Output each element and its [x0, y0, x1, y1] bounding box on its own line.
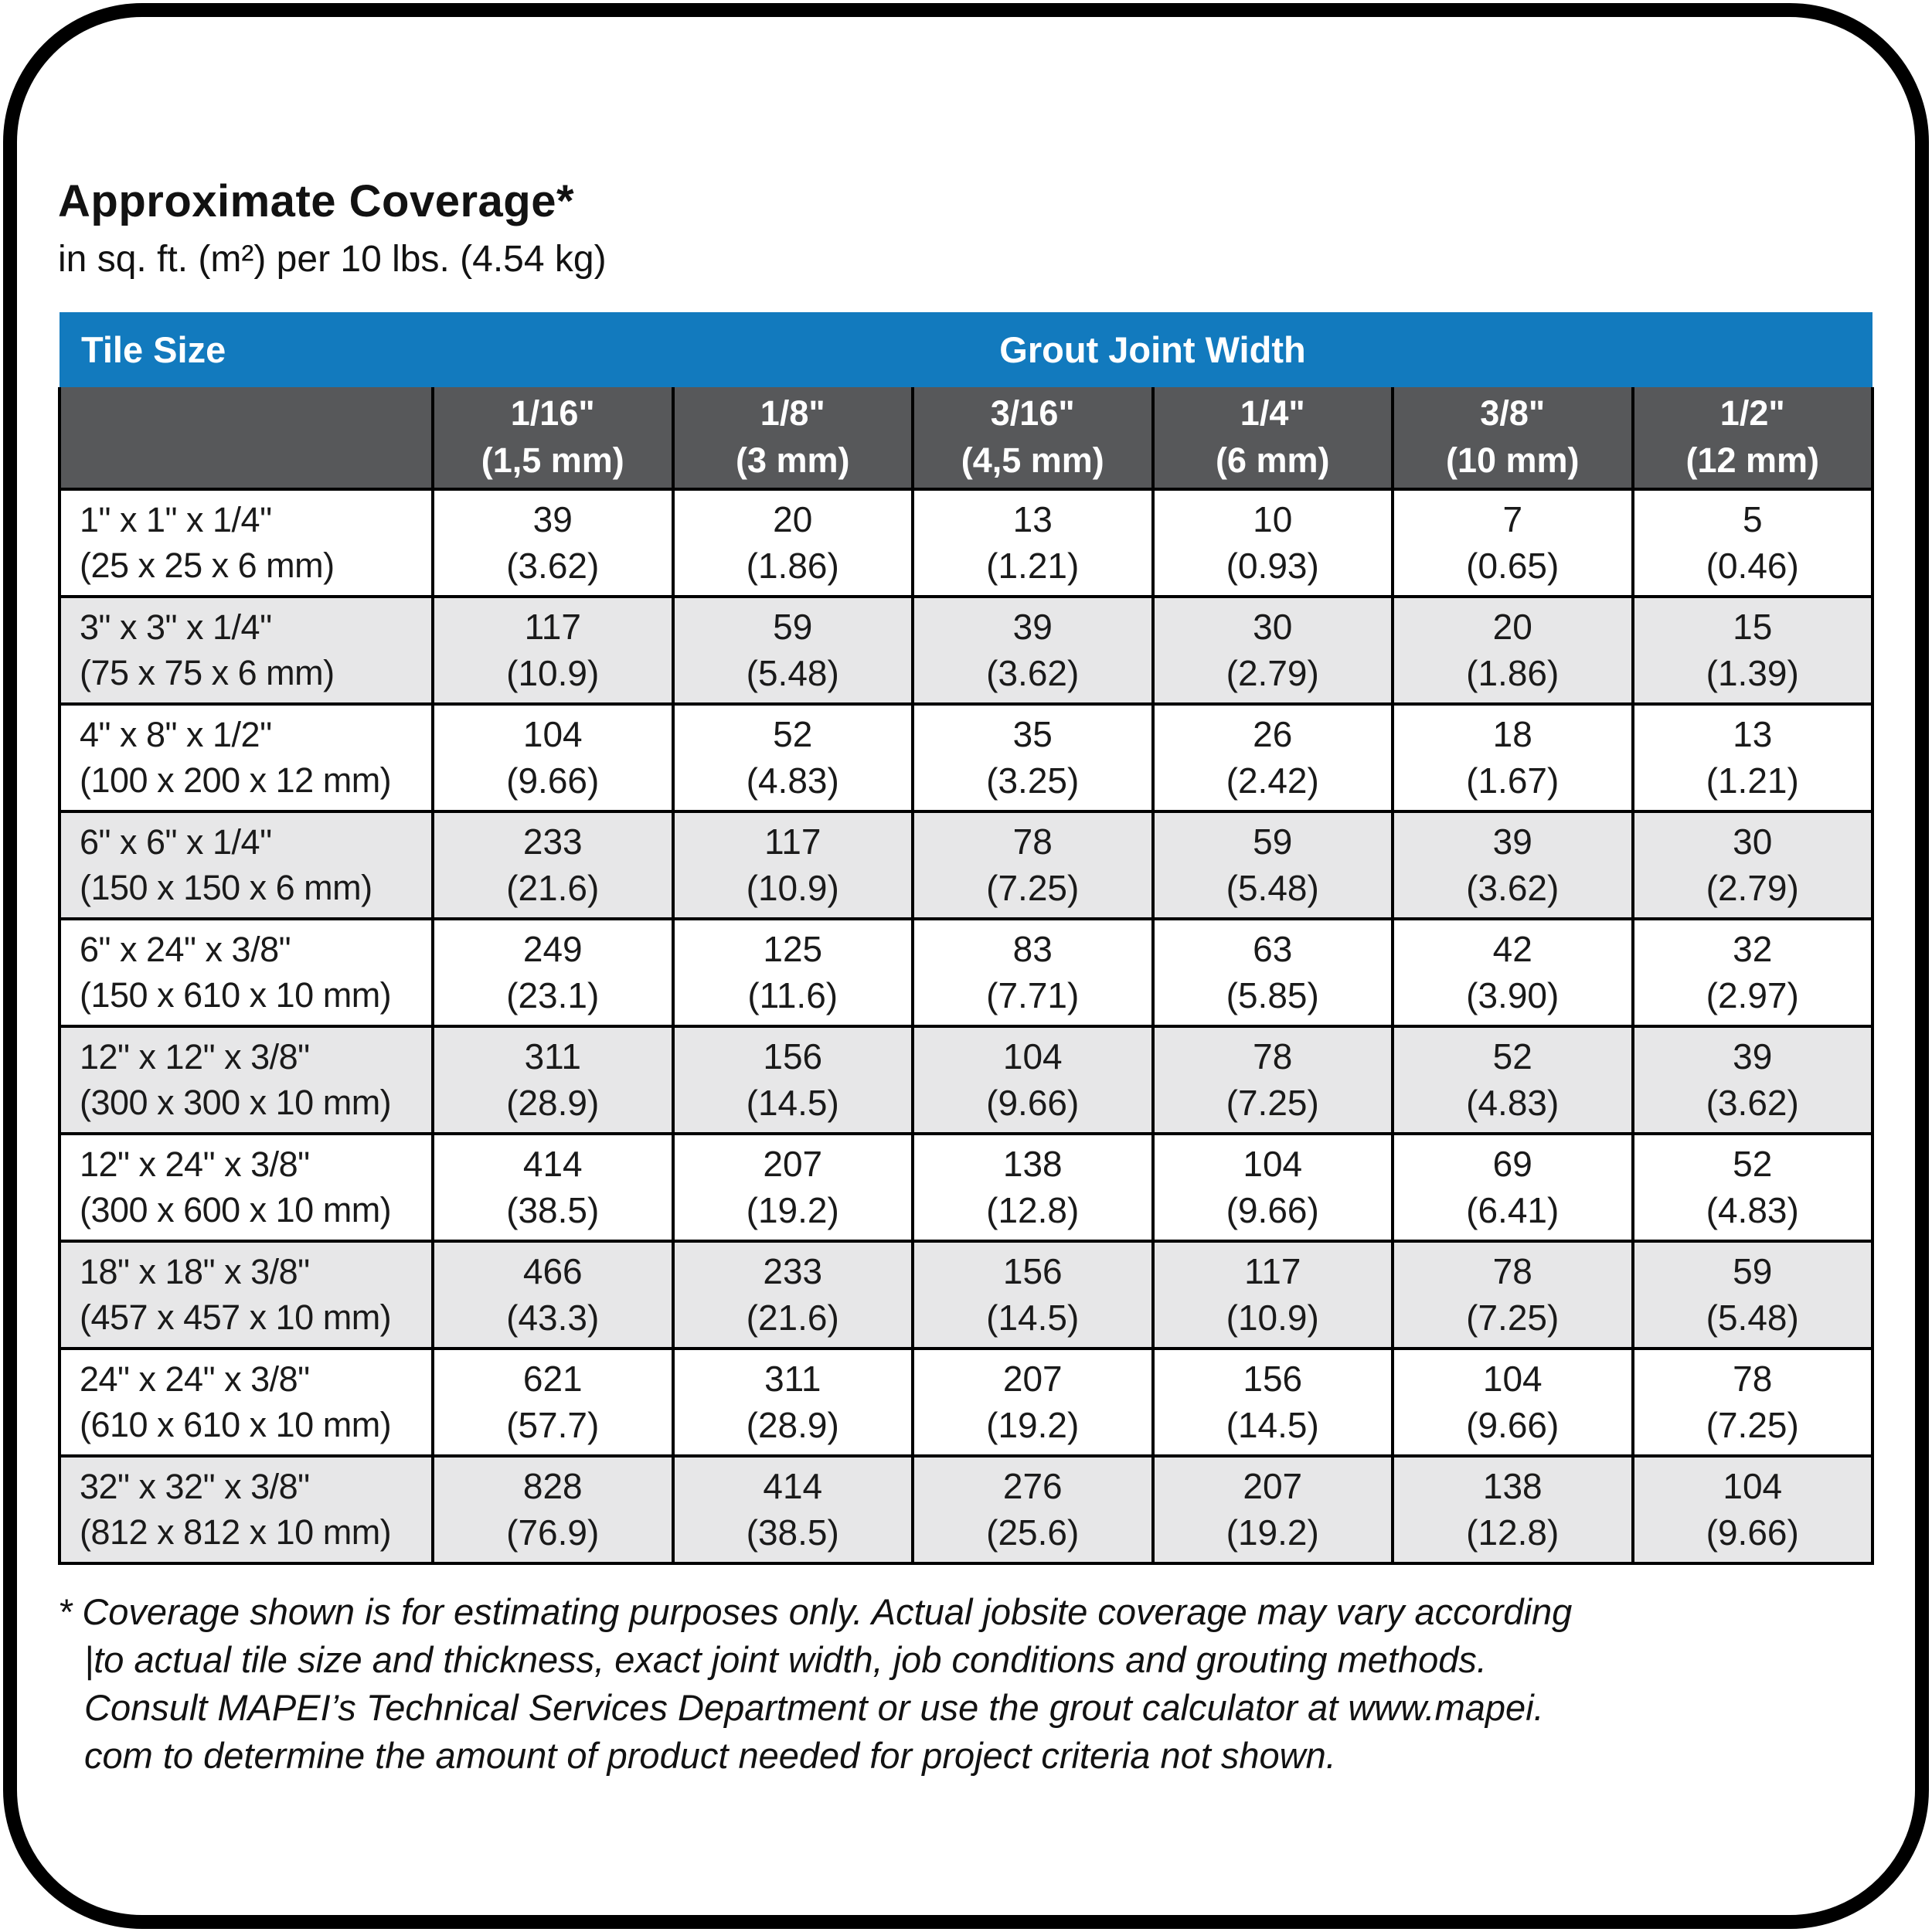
- coverage-value-cell: [1633, 1241, 1873, 1349]
- tile-size-inches: 32" x 32" x 3/8": [80, 1467, 310, 1506]
- coverage-value-cell: [433, 597, 673, 704]
- tile-size-inches: 1" x 1" x 1/4": [80, 500, 272, 539]
- coverage-m2: (12.8): [986, 1189, 1080, 1230]
- coverage-value-cell: [433, 1456, 673, 1563]
- coverage-sqft: 18: [1492, 713, 1532, 754]
- coverage-sqft: 207: [1002, 1358, 1063, 1399]
- coverage-m2: (7.25): [986, 867, 1080, 908]
- coverage-sqft: 5: [1742, 498, 1763, 539]
- coverage-m2: (28.9): [506, 1082, 600, 1123]
- coverage-value-cell: [1393, 597, 1633, 704]
- coverage-value-cell: [1633, 1349, 1873, 1456]
- tile-size-metric: (457 x 457 x 10 mm): [80, 1297, 392, 1337]
- coverage-m2: (1.67): [1466, 760, 1560, 801]
- coverage-m2: (3.62): [986, 652, 1080, 693]
- coverage-sqft: 156: [763, 1036, 823, 1077]
- coverage-value-cell: [1633, 1456, 1873, 1563]
- coverage-m2: (5.48): [1226, 867, 1319, 908]
- coverage-value-cell: [1633, 597, 1873, 704]
- table-row: [60, 489, 1872, 597]
- coverage-m2: (14.5): [1226, 1404, 1319, 1445]
- coverage-value-cell: [433, 919, 673, 1026]
- coverage-m2: (6.41): [1466, 1189, 1560, 1230]
- tile-size-metric: (300 x 600 x 10 mm): [80, 1189, 392, 1230]
- coverage-value-cell: [1153, 489, 1393, 597]
- coverage-m2: (28.9): [746, 1404, 839, 1445]
- coverage-m2: (5.85): [1226, 975, 1319, 1015]
- coverage-sqft: 828: [522, 1465, 583, 1506]
- tile-size-metric: (812 x 812 x 10 mm): [80, 1512, 392, 1552]
- tile-size-inches: 12" x 24" x 3/8": [80, 1145, 310, 1184]
- coverage-m2: (2.79): [1706, 867, 1799, 908]
- coverage-m2: (4.83): [1706, 1189, 1799, 1230]
- coverage-value-cell: [1393, 1349, 1633, 1456]
- coverage-sqft: 69: [1492, 1143, 1532, 1184]
- coverage-sqft: 59: [773, 606, 813, 647]
- coverage-value-cell: [913, 489, 1153, 597]
- table-row: [60, 1456, 1872, 1563]
- grout-width-column-header: [1633, 387, 1873, 489]
- tile-size-cell: [60, 919, 433, 1026]
- coverage-m2: (3.62): [1706, 1082, 1799, 1123]
- grout-width-metric: (3 mm): [735, 440, 850, 480]
- coverage-m2: (10.9): [1226, 1297, 1319, 1338]
- coverage-sqft: 125: [763, 928, 823, 969]
- tile-size-metric: (150 x 150 x 6 mm): [80, 867, 372, 907]
- coverage-m2: (19.2): [746, 1189, 839, 1230]
- tile-size-metric: (100 x 200 x 12 mm): [80, 760, 392, 800]
- coverage-m2: (3.62): [1466, 867, 1560, 908]
- coverage-m2: (2.42): [1226, 760, 1319, 801]
- coverage-value-cell: [433, 1134, 673, 1241]
- coverage-value-cell: [1393, 1241, 1633, 1349]
- coverage-sqft: 311: [764, 1358, 821, 1399]
- coverage-sqft: 276: [1002, 1465, 1063, 1506]
- tile-size-cell: [60, 1241, 433, 1349]
- coverage-m2: (3.90): [1466, 975, 1560, 1015]
- grout-width-column-header: [673, 387, 913, 489]
- coverage-sqft: 13: [1733, 713, 1773, 754]
- coverage-value-cell: [1393, 1456, 1633, 1563]
- coverage-m2: (38.5): [746, 1512, 839, 1553]
- coverage-value-cell: [913, 919, 1153, 1026]
- coverage-m2: (2.97): [1706, 975, 1799, 1015]
- tile-size-inches: 4" x 8" x 1/2": [80, 715, 272, 754]
- coverage-m2: (1.21): [1706, 760, 1799, 801]
- grout-width-metric: (4,5 mm): [961, 440, 1104, 480]
- coverage-m2: (9.66): [986, 1082, 1080, 1123]
- coverage-value-cell: [1633, 1134, 1873, 1241]
- coverage-sqft: 13: [1012, 498, 1053, 539]
- coverage-m2: (9.66): [1706, 1512, 1799, 1553]
- tile-size-metric: (150 x 610 x 10 mm): [80, 975, 392, 1015]
- footnote-line: com to determine the amount of product needed for project criteria not shown.: [84, 1735, 1336, 1777]
- coverage-value-cell: [1633, 704, 1873, 811]
- coverage-sqft: 59: [1253, 821, 1293, 862]
- coverage-value-cell: [433, 704, 673, 811]
- coverage-m2: (7.25): [1706, 1404, 1799, 1445]
- coverage-value-cell: [673, 1456, 913, 1563]
- coverage-sqft: 104: [1002, 1036, 1063, 1077]
- coverage-sqft: 621: [522, 1358, 583, 1399]
- table-row: [60, 597, 1872, 704]
- coverage-sqft: 39: [1492, 821, 1532, 862]
- coverage-sqft: 207: [763, 1143, 823, 1184]
- coverage-value-cell: [673, 1349, 913, 1456]
- coverage-m2: (21.6): [746, 1297, 839, 1338]
- coverage-m2: (3.25): [986, 760, 1080, 801]
- coverage-m2: (25.6): [986, 1512, 1080, 1553]
- grout-width-inches: 3/8": [1480, 393, 1546, 434]
- coverage-sqft: 78: [1012, 821, 1053, 862]
- coverage-sqft: 104: [1243, 1143, 1303, 1184]
- coverage-m2: (38.5): [506, 1189, 600, 1230]
- coverage-value-cell: [913, 1349, 1153, 1456]
- coverage-m2: (76.9): [506, 1512, 600, 1553]
- coverage-sqft: 39: [1012, 606, 1053, 647]
- tile-size-cell: [60, 1456, 433, 1563]
- tile-size-inches: 3" x 3" x 1/4": [80, 607, 272, 647]
- coverage-value-cell: [913, 811, 1153, 919]
- coverage-sqft: 30: [1253, 606, 1293, 647]
- coverage-sqft: 117: [1244, 1250, 1301, 1291]
- coverage-sqft: 233: [522, 821, 583, 862]
- table-row: [60, 1241, 1872, 1349]
- coverage-value-cell: [1153, 811, 1393, 919]
- coverage-sqft: 78: [1492, 1250, 1532, 1291]
- coverage-value-cell: [913, 1241, 1153, 1349]
- footnote-line: Consult MAPEI’s Technical Services Department or use the grout calculator at www.mapei.: [84, 1687, 1544, 1729]
- table-group-header-row: [60, 312, 1872, 387]
- coverage-m2: (1.39): [1706, 652, 1799, 693]
- coverage-sqft: 233: [763, 1250, 823, 1291]
- coverage-sqft: 32: [1733, 928, 1773, 969]
- table-row: [60, 919, 1872, 1026]
- coverage-value-cell: [1393, 1026, 1633, 1134]
- coverage-value-cell: [1633, 489, 1873, 597]
- coverage-value-cell: [913, 597, 1153, 704]
- coverage-m2: (0.93): [1226, 545, 1319, 586]
- tile-size-cell: [60, 704, 433, 811]
- coverage-value-cell: [433, 811, 673, 919]
- coverage-value-cell: [1153, 704, 1393, 811]
- coverage-value-cell: [673, 919, 913, 1026]
- joint-width-header-row: [60, 387, 1872, 489]
- coverage-sqft: 15: [1733, 606, 1773, 647]
- coverage-m2: (1.86): [1466, 652, 1560, 693]
- table-row: [60, 1349, 1872, 1456]
- coverage-sqft: 52: [1733, 1143, 1773, 1184]
- tile-size-metric: (25 x 25 x 6 mm): [80, 545, 335, 585]
- coverage-sqft: 39: [1733, 1036, 1773, 1077]
- coverage-value-cell: [1153, 597, 1393, 704]
- tile-size-inches: 6" x 6" x 1/4": [80, 822, 272, 862]
- coverage-value-cell: [913, 1026, 1153, 1134]
- coverage-value-cell: [913, 1134, 1153, 1241]
- grout-width-metric: (1,5 mm): [481, 440, 624, 480]
- coverage-value-cell: [673, 489, 913, 597]
- coverage-sqft: 138: [1482, 1465, 1543, 1506]
- coverage-m2: (9.66): [506, 760, 600, 801]
- table-row: [60, 1026, 1872, 1134]
- coverage-m2: (1.21): [986, 545, 1080, 586]
- coverage-value-cell: [1393, 489, 1633, 597]
- page-subtitle: in sq. ft. (m²) per 10 lbs. (4.54 kg): [58, 239, 607, 280]
- coverage-value-cell: [1393, 811, 1633, 919]
- coverage-sqft: 414: [763, 1465, 823, 1506]
- coverage-sqft: 7: [1502, 498, 1523, 539]
- coverage-sqft: 414: [522, 1143, 583, 1184]
- tile-size-metric: (610 x 610 x 10 mm): [80, 1404, 392, 1444]
- coverage-m2: (3.62): [506, 545, 600, 586]
- coverage-m2: (9.66): [1226, 1189, 1319, 1230]
- coverage-value-cell: [673, 811, 913, 919]
- coverage-value-cell: [1633, 811, 1873, 919]
- coverage-sqft: 35: [1012, 713, 1053, 754]
- coverage-sqft: 156: [1002, 1250, 1063, 1291]
- tile-size-cell: [60, 1026, 433, 1134]
- coverage-value-cell: [1153, 1241, 1393, 1349]
- coverage-value-cell: [913, 704, 1153, 811]
- coverage-value-cell: [433, 1349, 673, 1456]
- coverage-value-cell: [673, 704, 913, 811]
- coverage-sqft: 52: [773, 713, 813, 754]
- tile-size-cell: [60, 1349, 433, 1456]
- coverage-value-cell: [1393, 1134, 1633, 1241]
- coverage-sqft: 20: [773, 498, 813, 539]
- coverage-m2: (7.25): [1226, 1082, 1319, 1123]
- coverage-value-cell: [1153, 1134, 1393, 1241]
- coverage-value-cell: [673, 1026, 913, 1134]
- table-row: [60, 811, 1872, 919]
- table-row: [60, 1134, 1872, 1241]
- coverage-sqft: 104: [522, 713, 583, 754]
- coverage-value-cell: [1393, 704, 1633, 811]
- coverage-value-cell: [673, 597, 913, 704]
- grout-width-inches: 1/4": [1240, 393, 1305, 434]
- coverage-m2: (4.83): [1466, 1082, 1560, 1123]
- tile-size-inches: 18" x 18" x 3/8": [80, 1252, 310, 1291]
- tile-size-inches: 24" x 24" x 3/8": [80, 1359, 310, 1399]
- coverage-m2: (5.48): [746, 652, 839, 693]
- coverage-m2: (23.1): [506, 975, 600, 1015]
- page-content: [58, 0, 1874, 1780]
- coverage-m2: (12.8): [1466, 1512, 1560, 1553]
- coverage-m2: (11.6): [747, 975, 838, 1015]
- footnote: [58, 1588, 1874, 1780]
- coverage-sqft: 30: [1733, 821, 1773, 862]
- coverage-m2: (10.9): [506, 652, 600, 693]
- coverage-value-cell: [1393, 919, 1633, 1026]
- coverage-m2: (19.2): [986, 1404, 1080, 1445]
- coverage-sqft: 78: [1733, 1358, 1773, 1399]
- coverage-sqft: 52: [1492, 1036, 1532, 1077]
- grout-width-metric: (10 mm): [1445, 440, 1580, 480]
- coverage-sqft: 63: [1253, 928, 1293, 969]
- tile-size-cell: [60, 1134, 433, 1241]
- grout-width-column-header: [913, 387, 1153, 489]
- grout-width-inches: 1/16": [510, 393, 595, 434]
- coverage-m2: (4.83): [746, 760, 839, 801]
- coverage-value-cell: [1633, 1026, 1873, 1134]
- tile-size-metric: (75 x 75 x 6 mm): [80, 652, 335, 692]
- tile-size-header: Tile Size: [60, 312, 433, 387]
- coverage-m2: (7.71): [986, 975, 1080, 1015]
- coverage-m2: (43.3): [506, 1297, 600, 1338]
- coverage-sqft: 83: [1012, 928, 1053, 969]
- coverage-value-cell: [673, 1241, 913, 1349]
- coverage-sqft: 39: [532, 498, 573, 539]
- tile-size-metric: (300 x 300 x 10 mm): [80, 1082, 392, 1122]
- coverage-value-cell: [913, 1456, 1153, 1563]
- coverage-m2: (21.6): [506, 867, 600, 908]
- coverage-sqft: 78: [1253, 1036, 1293, 1077]
- coverage-table: [58, 312, 1874, 1565]
- coverage-sqft: 466: [522, 1250, 583, 1291]
- grout-width-metric: (12 mm): [1685, 440, 1820, 480]
- grout-width-column-header: [1153, 387, 1393, 489]
- coverage-m2: (0.46): [1706, 545, 1799, 586]
- coverage-sqft: 138: [1002, 1143, 1063, 1184]
- coverage-m2: (14.5): [746, 1082, 839, 1123]
- grout-width-column-header: [1393, 387, 1633, 489]
- coverage-value-cell: [1633, 919, 1873, 1026]
- grout-width-inches: 3/16": [990, 393, 1075, 434]
- grout-width-metric: (6 mm): [1215, 440, 1330, 480]
- coverage-m2: (1.86): [746, 545, 839, 586]
- coverage-m2: (14.5): [986, 1297, 1080, 1338]
- coverage-sqft: 104: [1482, 1358, 1543, 1399]
- tile-size-inches: 6" x 24" x 3/8": [80, 930, 291, 969]
- tile-size-cell: [60, 597, 433, 704]
- grout-joint-width-header: Grout Joint Width: [433, 312, 1872, 387]
- coverage-sqft: 249: [522, 928, 583, 969]
- coverage-m2: (5.48): [1706, 1297, 1799, 1338]
- coverage-value-cell: [1153, 1349, 1393, 1456]
- coverage-sqft: 117: [524, 606, 581, 647]
- coverage-value-cell: [433, 1241, 673, 1349]
- grout-width-column-header: [433, 387, 673, 489]
- empty-corner-cell: [60, 387, 433, 489]
- coverage-value-cell: [1153, 1026, 1393, 1134]
- grout-width-inches: 1/2": [1719, 393, 1785, 434]
- coverage-sqft: 156: [1243, 1358, 1303, 1399]
- coverage-sqft: 104: [1723, 1465, 1783, 1506]
- page-title: Approximate Coverage*: [58, 176, 575, 226]
- coverage-value-cell: [673, 1134, 913, 1241]
- coverage-m2: (10.9): [746, 867, 839, 908]
- coverage-sqft: 311: [524, 1036, 581, 1077]
- footnote-line: * Coverage shown is for estimating purposes only. Actual jobsite coverage may vary according: [58, 1591, 1573, 1632]
- coverage-sqft: 42: [1492, 928, 1532, 969]
- tile-size-cell: [60, 811, 433, 919]
- coverage-value-cell: [433, 489, 673, 597]
- table-row: [60, 704, 1872, 811]
- coverage-sqft: 10: [1253, 498, 1293, 539]
- coverage-value-cell: [1153, 919, 1393, 1026]
- coverage-m2: (57.7): [506, 1404, 600, 1445]
- coverage-sqft: 207: [1243, 1465, 1303, 1506]
- coverage-m2: (9.66): [1466, 1404, 1560, 1445]
- coverage-m2: (0.65): [1466, 545, 1560, 586]
- coverage-m2: (7.25): [1466, 1297, 1560, 1338]
- coverage-m2: (19.2): [1226, 1512, 1319, 1553]
- coverage-value-cell: [433, 1026, 673, 1134]
- footnote-line: |to actual tile size and thickness, exact joint width, job conditions and grouting methods.: [84, 1639, 1487, 1681]
- tile-size-cell: [60, 489, 433, 597]
- grout-width-inches: 1/8": [760, 393, 825, 434]
- coverage-sqft: 59: [1733, 1250, 1773, 1291]
- coverage-value-cell: [1153, 1456, 1393, 1563]
- tile-size-inches: 12" x 12" x 3/8": [80, 1037, 310, 1077]
- coverage-m2: (2.79): [1226, 652, 1319, 693]
- coverage-sqft: 117: [764, 821, 821, 862]
- coverage-sqft: 26: [1253, 713, 1293, 754]
- coverage-sqft: 20: [1492, 606, 1532, 647]
